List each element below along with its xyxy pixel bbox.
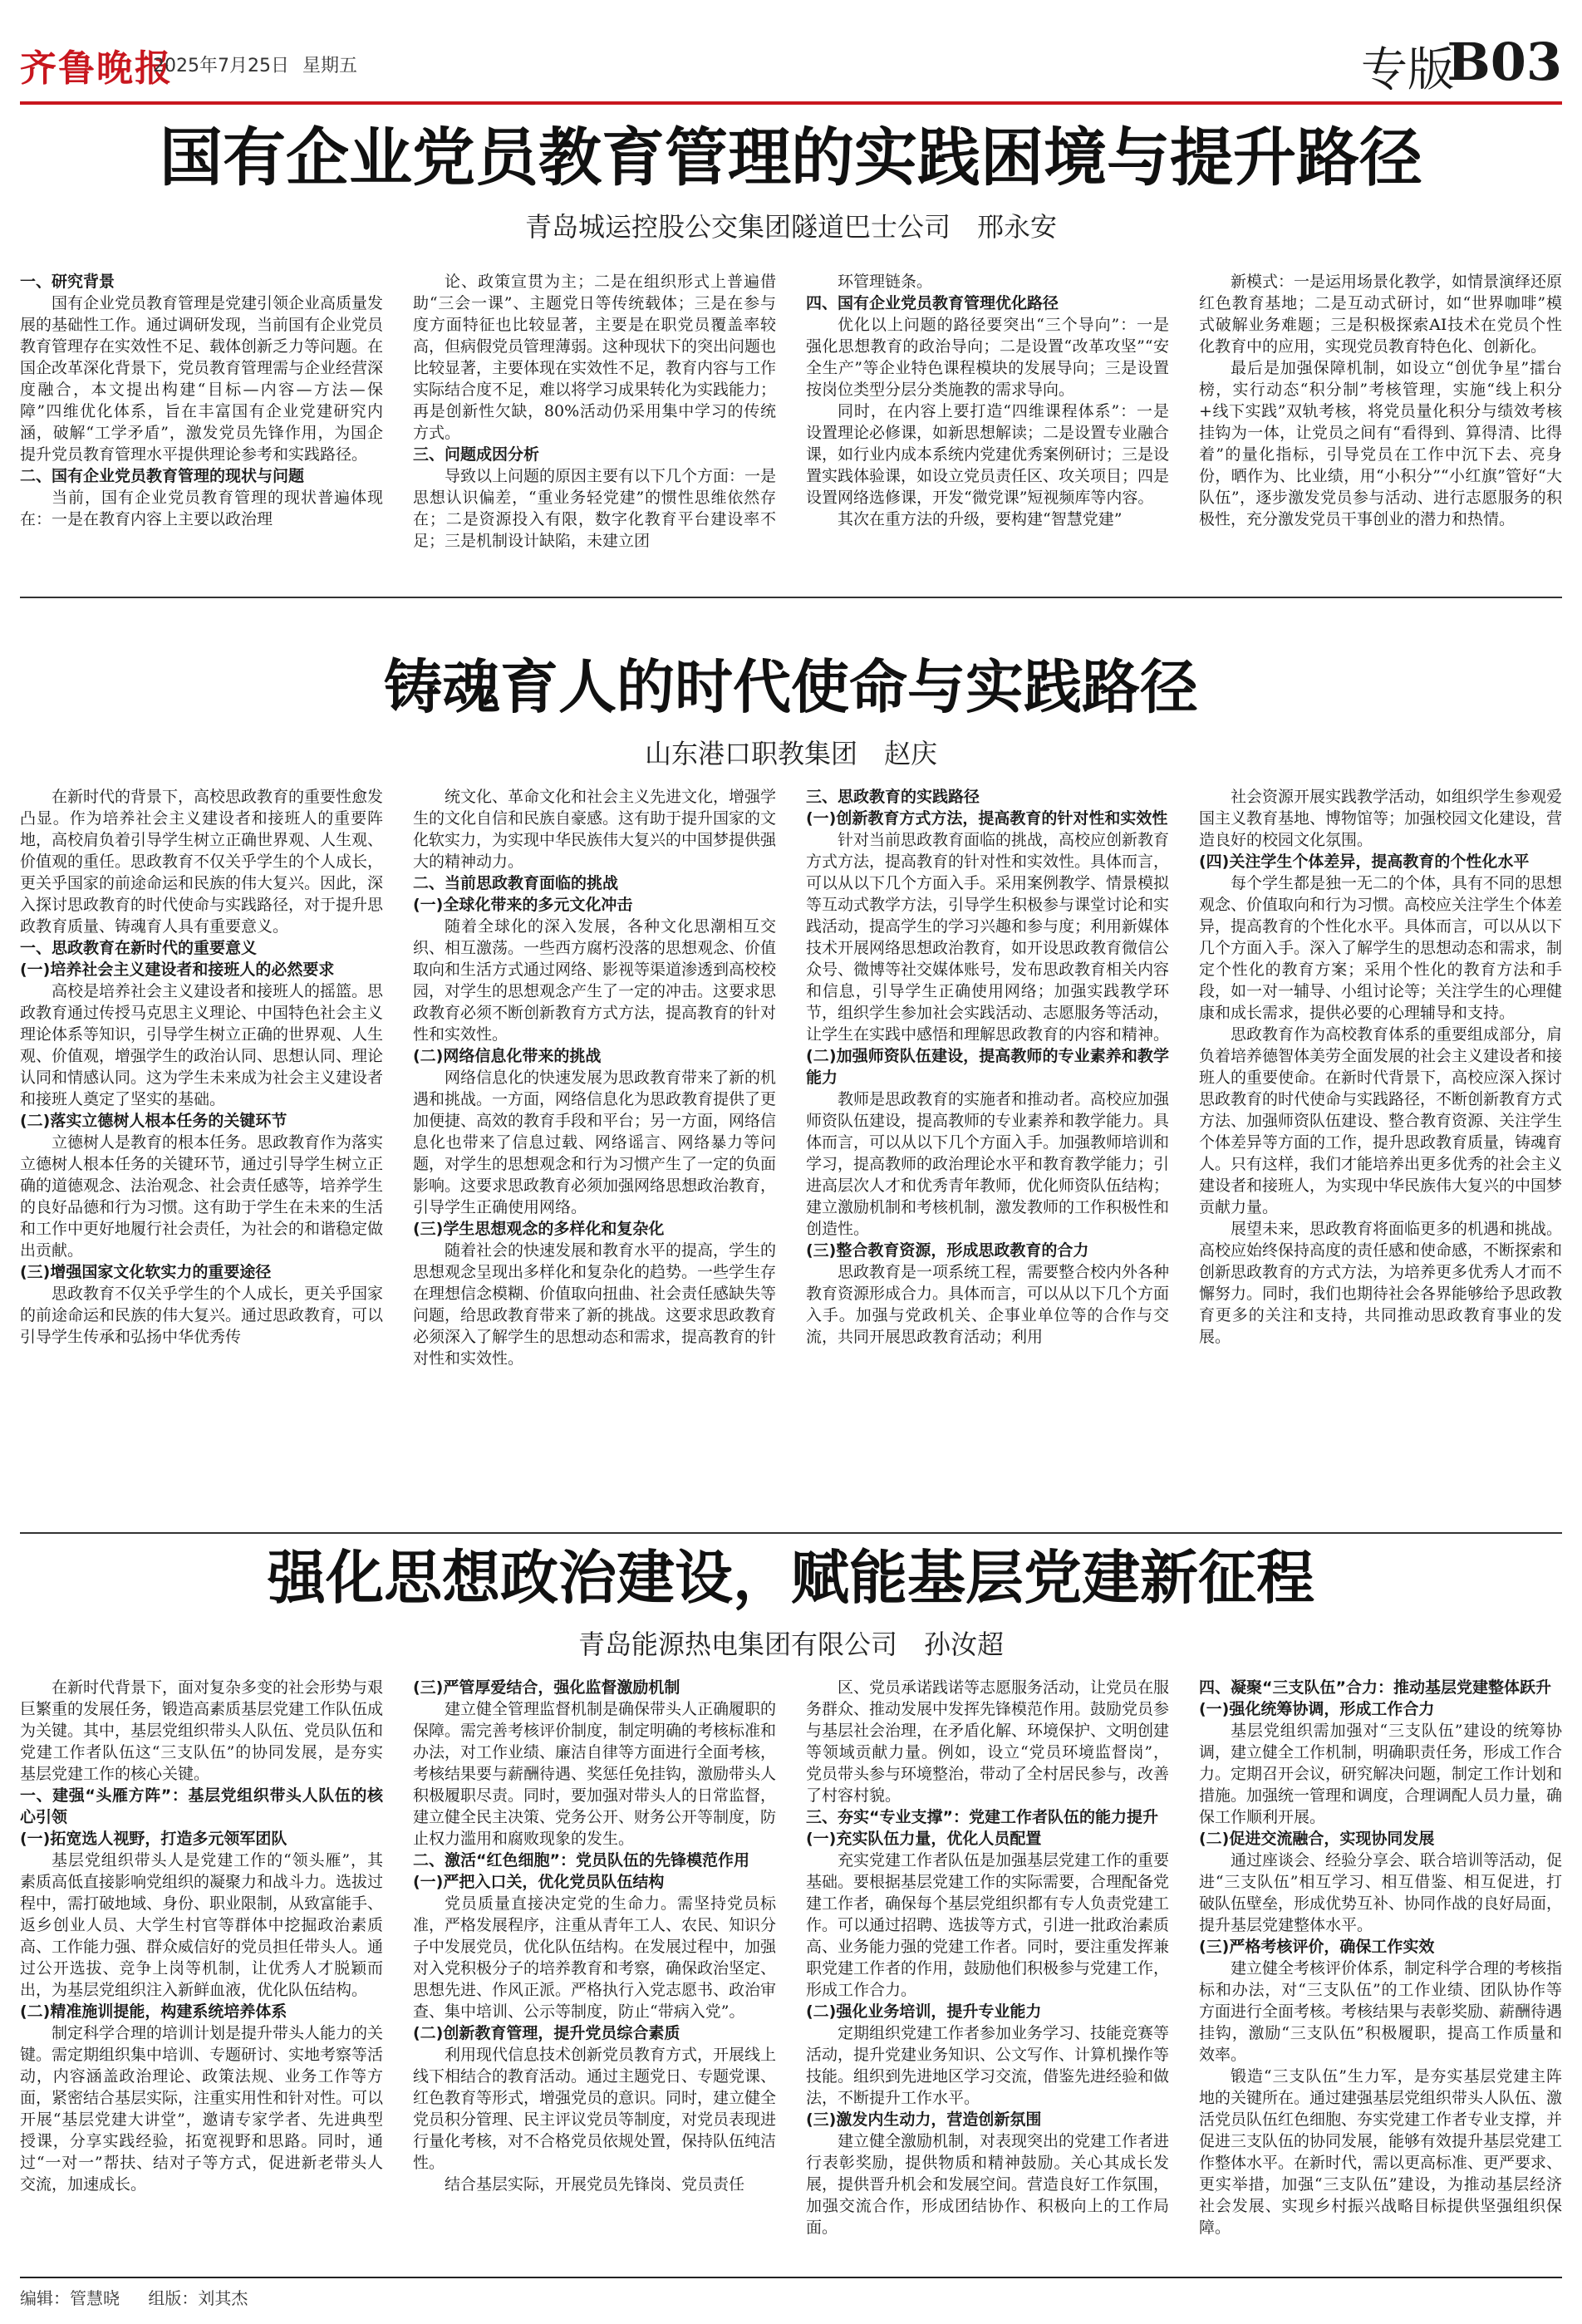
article-column	[1199, 786, 1562, 1521]
issue-weekday: 星期五	[302, 56, 358, 76]
article-3	[20, 1539, 1562, 2270]
body-paragraph: 思政教育是一项系统工程，需要整合校内外各种教育资源形成合力。具体而言，可以从以下几个方面入手。加强与党政机关、企事业单位等的合作与交流，共同开展思政教育活动；利用	[806, 1263, 1169, 1346]
article-column	[413, 271, 776, 582]
section-heading: 二、国有企业党员教育管理的现状与问题	[20, 467, 305, 485]
issue-date: 2025年7月25日	[153, 56, 289, 76]
section-heading: (一)强化统筹协调，形成工作合力	[1199, 1700, 1435, 1718]
section-heading: 一、研究背景	[20, 273, 115, 291]
masthead-rule	[20, 101, 1562, 105]
section-heading: 一、建强“头雁方阵”：基层党组织带头人队伍的核心引领	[20, 1786, 383, 1826]
section-heading: (二)加强师资队伍建设，提高教师的专业素养和教学能力	[806, 1047, 1169, 1087]
body-paragraph: 当前，国有企业党员教育管理的现状普遍体现在：一是在教育内容上主要以政治理	[20, 489, 383, 528]
article-body	[20, 786, 1562, 1521]
body-paragraph: 定期组织党建工作者参加业务学习、技能竞赛等活动，提升党建业务知识、公文写作、计算机操作等技能。组织到先进地区学习交流，借鉴先进经验和做法，不断提升工作水平。	[806, 2024, 1169, 2107]
article-byline: 山东港口职教集团 赵庆	[644, 738, 937, 769]
body-paragraph: 论、政策宣贯为主；二是在组织形式上普遍借助“三会一课”、主题党日等传统载体；三是在参与度方面特征也比较显著，主要是在职党员覆盖率较高，但病假党员管理薄弱。这种现状下的突出问题也比较显著，主要体现在实效性不足，教育内容与工作实际结合度不足，难以将学习成果转化为实践能力；再是创新性欠缺，80%活动仍采用集中学习的传统方式。	[413, 273, 776, 442]
section-heading: (一)拓宽选人视野，打造多元领军团队	[20, 1830, 287, 1848]
section-heading: 四、凝聚“三支队伍”合力：推动基层党建整体跃升	[1199, 1678, 1551, 1697]
body-paragraph: 环管理链条。	[838, 273, 933, 291]
editor-credit: 编辑：管慧晓	[20, 2288, 120, 2308]
section-label: 专版	[1361, 43, 1454, 97]
body-paragraph: 建立健全激励机制，对表现突出的党建工作者进行表彰奖励，提供物质和精神鼓励。关心其成长发展，提供晋升机会和发展空间。营造良好工作氛围，加强交流合作，形成团结协作、积极向上的工作局面。	[806, 2132, 1169, 2237]
body-paragraph: 立德树人是教育的根本任务。思政教育作为落实立德树人根本任务的关键环节，通过引导学生树立正确的道德观念、法治观念、社会责任感等，培养学生的良好品德和行为习惯。这有助于学生在未来的生活和工作中更好地履行社会责任，为社会的和谐稳定做出贡献。	[20, 1133, 383, 1260]
body-paragraph: 随着社会的快速发展和教育水平的提高，学生的思想观念呈现出多样化和复杂化的趋势。一些学生存在理想信念模糊、价值取向扭曲、社会责任感缺失等问题，给思政教育带来了新的挑战。这要求思政教育必须深入了解学生的思想动态和需求，提高教育的针对性和实效性。	[413, 1241, 776, 1368]
body-paragraph: 教师是思政教育的实施者和推动者。高校应加强师资队伍建设，提高教师的专业素养和教学能力。具体而言，可以从以下几个方面入手。加强教师培训和学习，提高教师的政治理论水平和教育教学能力；引进高层次人才和优秀青年教师，优化师资队伍结构；建立激励机制和考核机制，激发教师的工作积极性和创造性。	[806, 1090, 1169, 1238]
section-heading: (三)整合教育资源，形成思政教育的合力	[806, 1241, 1089, 1260]
body-paragraph: 锻造“三支队伍”生力军，是夯实基层党建主阵地的关键所在。通过建强基层党组织带头人队伍、激活党员队伍红色细胞、夯实党建工作者专业支撑，并促进三支队伍的协同发展，能够有效提升基层党建工作整体水平。在新时代，需以更高标准、更严要求、更实举措，加强“三支队伍”建设，为推动基层经济社会发展、实现乡村振兴战略目标提供坚强组织保障。	[1199, 2067, 1562, 2237]
article-2	[20, 648, 1562, 1521]
section-heading: 四、国有企业党员教育管理优化路径	[806, 294, 1059, 312]
section-heading: 一、思政教育在新时代的重要意义	[20, 939, 258, 957]
section-heading: (二)网络信息化带来的挑战	[413, 1047, 602, 1065]
article-column	[20, 786, 383, 1521]
article-column	[413, 786, 776, 1521]
section-heading: 二、激活“红色细胞”：党员队伍的先锋模范作用	[413, 1851, 749, 1870]
body-paragraph: 高校是培养社会主义建设者和接班人的摇篮。思政教育通过传授马克思主义理论、中国特色社会主义理论体系等知识，引导学生树立正确的世界观、人生观、价值观，增强学生的政治认同、思想认同、理论认同和情感认同。这为学生未来成为社会主义建设者和接班人奠定了坚实的基础。	[20, 982, 383, 1108]
article-column	[1199, 1677, 1562, 2270]
page-footer	[20, 2285, 271, 2309]
body-paragraph: 每个学生都是独一无二的个体，具有不同的思想观念、价值取向和行为习惯。高校应关注学生个体差异，提高教育的个性化水平。具体而言，可以从以下几个方面入手。深入了解学生的思想动态和需求，制定个性化的教育方案；采用个性化的教育方法和手段，如一对一辅导、小组讨论等；关注学生的心理健康和成长需求，提供必要的心理辅导和支持。	[1199, 874, 1562, 1022]
article-byline: 青岛能源热电集团有限公司 孙汝超	[577, 1629, 1004, 1660]
section-heading: (二)创新教育管理，提升党员综合素质	[413, 2024, 680, 2042]
layout-credit: 组版：刘其杰	[148, 2288, 248, 2308]
section-heading: (一)全球化带来的多元文化冲击	[413, 896, 633, 914]
body-paragraph: 思政教育不仅关乎学生的个人成长，更关乎国家的前途命运和民族的伟大复兴。通过思政教育，可以引导学生传承和弘扬中华优秀传	[20, 1285, 383, 1346]
body-paragraph: 优化以上问题的路径要突出“三个导向”：一是强化思想教育的政治导向；二是设置“改革攻坚”“安全生产”等企业特色课程模块的发展导向；三是设置按岗位类型分层分类施教的需求导向。	[806, 316, 1169, 399]
body-paragraph: 新模式：一是运用场景化教学，如情景演绎还原红色教育基地；二是互动式研讨，如“世界咖啡”模式破解业务难题；三是积极探索AI技术在党员个性化教育中的应用，实现党员教育特色化、创新化。	[1199, 273, 1562, 356]
body-paragraph: 针对当前思政教育面临的挑战，高校应创新教育方式方法，提高教育的针对性和实效性。具体而言，可以从以下几个方面入手。采用案例教学、情景模拟等互动式教学方法，引导学生积极参与课堂讨论和实践活动，提高学生的学习兴趣和参与度；利用新媒体技术开展网络思想政治教育，如开设思政教育微信公众号、微博等社交媒体账号，发布思政教育相关内容和信息，引导学生正确使用网络；加强实践教学环节，组织学生参加社会实践活动、志愿服务等活动，让学生在实践中感悟和理解思政教育的内容和精神。	[806, 831, 1169, 1044]
newspaper-logo: 齐鲁晚报	[20, 47, 173, 90]
body-paragraph: 网络信息化的快速发展为思政教育带来了新的机遇和挑战。一方面，网络信息化为思政教育提供了更加便捷、高效的教育手段和平台；另一方面，网络信息化也带来了信息过载、网络谣言、网络暴力等问题，对学生的思想观念和行为习惯产生了一定的负面影响。这要求思政教育必须加强网络思想政治教育，引导学生正确使用网络。	[413, 1069, 776, 1216]
body-paragraph: 建立健全考核评价体系，制定科学合理的考核指标和办法，对“三支队伍”的工作业绩、团队协作等方面进行全面考核。考核结果与表彰奖励、薪酬待遇挂钩，激励“三支队伍”积极履职，提高工作质量和效率。	[1199, 1959, 1562, 2064]
section-heading: 三、问题成因分析	[413, 445, 540, 464]
body-paragraph: 导致以上问题的原因主要有以下几个方面：一是思想认识偏差，“重业务轻党建”的惯性思维依然存在；二是资源投入有限，数字化教育平台建设率不足；三是机制设计缺陷，未建立团	[413, 467, 776, 550]
section-heading: (二)促进交流融合，实现协同发展	[1199, 1830, 1435, 1848]
section-heading: 三、思政教育的实践路径	[806, 788, 980, 806]
section-heading: 二、当前思政教育面临的挑战	[413, 874, 619, 892]
section-heading: (二)强化业务培训，提升专业能力	[806, 2002, 1042, 2021]
section-heading: (一)充实队伍力量，优化人员配置	[806, 1830, 1042, 1848]
body-paragraph: 区、党员承诺践诺等志愿服务活动，让党员在服务群众、推动发展中发挥先锋模范作用。鼓励党员参与基层社会治理，在矛盾化解、环境保护、文明创建等领域贡献力量。例如，设立“党员环境监督岗”，党员带头参与环境整治，带动了全村居民参与，改善了村容村貌。	[806, 1678, 1169, 1805]
body-paragraph: 其次在重方法的升级，要构建“智慧党建”	[838, 510, 1123, 528]
article-body	[20, 1677, 1562, 2270]
section-heading: (三)增强国家文化软实力的重要途径	[20, 1263, 272, 1281]
body-paragraph: 社会资源开展实践教学活动，如组织学生参观爱国主义教育基地、博物馆等；加强校园文化建设，营造良好的校园文化氛围。	[1199, 788, 1562, 849]
body-paragraph: 利用现代信息技术创新党员教育方式，开展线上线下相结合的教育活动。通过主题党日、专题党课、红色教育等形式，增强党员的意识。同时，建立健全党员积分管理、民主评议党员等制度，对党员表现进行量化考核，对不合格党员依规处置，保持队伍纯洁性。	[413, 2046, 776, 2172]
body-paragraph: 基层党组织需加强对“三支队伍”建设的统筹协调，建立健全工作机制，明确职责任务，形成工作合力。定期召开会议，研究解决问题，制定工作计划和措施。加强统一管理和调度，合理调配人员力量，确保工作顺利开展。	[1199, 1722, 1562, 1826]
article-headline: 强化思想政治建设，赋能基层党建新征程	[268, 1543, 1314, 1612]
body-paragraph: 展望未来，思政教育将面临更多的机遇和挑战。高校应始终保持高度的责任感和使命感，不断探索和创新思政教育的方式方法，为培养更多优秀人才而不懈努力。同时，我们也期待社会各界能够给予思政教育更多的关注和支持，共同推动思政教育事业的发展。	[1199, 1220, 1562, 1346]
body-paragraph: 基层党组织带头人是党建工作的“领头雁”，其素质高低直接影响党组织的凝聚力和战斗力。选拔过程中，需打破地域、身份、职业限制，从致富能手、返乡创业人员、大学生村官等群体中挖掘政治素质高、工作能力强、群众威信好的党员担任带头人。通过公开选拔、竞争上岗等机制，让优秀人才脱颖而出，为基层党组织注入新鲜血液，优化队伍结构。	[20, 1851, 383, 1999]
section-heading: (一)严把入口关，优化党员队伍结构	[413, 1873, 665, 1891]
article-byline: 青岛城运控股公交集团隧道巴士公司 邢永安	[524, 211, 1057, 243]
body-paragraph: 建立健全管理监督机制是确保带头人正确履职的保障。需完善考核评价制度，制定明确的考核标准和办法，对工作业绩、廉洁自律等方面进行全面考核，考核结果要与薪酬待遇、奖惩任免挂钩，激励带头人积极履职尽责。同时，要加强对带头人的日常监督，建立健全民主决策、党务公开、财务公开等制度，防止权力滥用和腐败现象的发生。	[413, 1700, 776, 1848]
article-column	[413, 1677, 776, 2270]
page-number: B03	[1447, 32, 1562, 92]
article-separator	[20, 1532, 1562, 1534]
masthead	[20, 32, 1562, 98]
body-paragraph: 党员质量直接决定党的生命力。需坚持党员标准，严格发展程序，注重从青年工人、农民、知识分子中发展党员，优化队伍结构。在发展过程中，加强对入党积极分子的培养教育和考察，确保政治坚定、思想先进、作风正派。严格执行入党志愿书、政治审查、集中培训、公示等制度，防止“带病入党”。	[413, 1894, 776, 2021]
footer-rule	[20, 2277, 1562, 2278]
body-paragraph: 通过座谈会、经验分享会、联合培训等活动，促进“三支队伍”相互学习、相互借鉴、相互促进，打破队伍壁垒，形成优势互补、协同作战的良好局面，提升基层党建整体水平。	[1199, 1851, 1562, 1934]
section-heading: (三)严管厚爱结合，强化监督激励机制	[413, 1678, 680, 1697]
section-heading: (一)培养社会主义建设者和接班人的必然要求	[20, 961, 335, 979]
article-column	[806, 271, 1169, 582]
article-separator	[20, 597, 1562, 598]
body-paragraph: 制定科学合理的培训计划是提升带头人能力的关键。需定期组织集中培训、专题研讨、实地考察等活动，内容涵盖政治理论、政策法规、业务工作等方面，紧密结合基层实际，注重实用性和针对性。可以开展“基层党建大讲堂”，邀请专家学者、先进典型授课，分享实践经验，拓宽视野和思路。同时，通过“一对一”帮扶、结对子等方式，促进新老带头人交流，加速成长。	[20, 2024, 383, 2194]
article-1	[20, 116, 1562, 582]
body-paragraph: 国有企业党员教育管理是党建引领企业高质量发展的基础性工作。通过调研发现，当前国有企业党员教育管理存在实效性不足、载体创新乏力等问题。在国企改革深化背景下，党员教育管理需与企业经营深度融合，本文提出构建“目标—内容—方法—保障”四维优化体系，旨在丰富国有企业党建研究内涵，破解“工学矛盾”，激发党员先锋作用，为国企提升党员教育管理水平提供理论参考和实践路径。	[20, 294, 383, 464]
body-paragraph: 充实党建工作者队伍是加强基层党建工作的重要基础。要根据基层党建工作的实际需要，合理配备党建工作者，确保每个基层党组织都有专人负责党建工作。可以通过招聘、选拔等方式，引进一批政治素质高、业务能力强的党建工作者。同时，要注重发挥兼职党建工作者的作用，鼓励他们积极参与党建工作，形成工作合力。	[806, 1851, 1169, 1999]
body-paragraph: 结合基层实际，开展党员先锋岗、党员责任	[445, 2175, 745, 2194]
section-heading: (三)学生思想观念的多样化和复杂化	[413, 1220, 665, 1238]
article-body	[20, 271, 1562, 582]
article-column	[806, 1677, 1169, 2270]
body-paragraph: 最后是加强保障机制，如设立“创优争星”擂台榜，实行动态“积分制”考核管理，实施“线上积分+线下实践”双轨考核，将党员量化积分与绩效考核挂钩为一体，让党员之间有“看得到、算得清、比得着”的量化指标，引导党员在工作中沉下去、亮身份，晒作为、比业绩，用“小积分”“小红旗”管好“大队伍”，逐步激发党员参与活动、进行志愿服务的积极性，充分激发党员干事创业的潜力和热情。	[1199, 359, 1562, 528]
section-heading: (二)落实立德树人根本任务的关键环节	[20, 1112, 287, 1130]
section-heading: (一)创新教育方式方法，提高教育的针对性和实效性	[806, 809, 1168, 828]
article-column	[20, 271, 383, 582]
article-headline: 国有企业党员教育管理的实践困境与提升路径	[160, 120, 1422, 194]
article-column	[1199, 271, 1562, 582]
section-heading: (二)精准施训提能，构建系统培养体系	[20, 2002, 287, 2021]
body-paragraph: 同时，在内容上要打造“四维课程体系”：一是设置理论必修课，如新思想解读；二是设置专业融合课，如行业内成本系统内党建优秀案例研讨；三是设置实践体验课，如设立党员责任区、攻关项目；四是设置网络选修课，开发“微党课”短视频库等内容。	[806, 402, 1169, 507]
body-paragraph: 统文化、革命文化和社会主义先进文化，增强学生的文化自信和民族自豪感。这有助于提升国家的文化软实力，为实现中华民族伟大复兴的中国梦提供强大的精神动力。	[413, 788, 776, 871]
body-paragraph: 随着全球化的深入发展，各种文化思潮相互交织、相互激荡。一些西方腐朽没落的思想观念、价值取向和生活方式通过网络、影视等渠道渗透到高校校园，对学生的思想观念产生了一定的冲击。这要求思政教育必须不断创新教育方式方法，提高教育的针对性和实效性。	[413, 917, 776, 1044]
section-heading: (三)严格考核评价，确保工作实效	[1199, 1938, 1435, 1956]
section-heading: (四)关注学生个体差异，提高教育的个性化水平	[1199, 852, 1530, 871]
body-paragraph: 在新时代的背景下，高校思政教育的重要性愈发凸显。作为培养社会主义建设者和接班人的重要阵地，高校肩负着引导学生树立正确世界观、人生观、价值观的重任。思政教育不仅关乎学生的个人成长，更关乎国家的前途命运和民族的伟大复兴。因此，深入探讨思政教育的时代使命与实践路径，对于提升思政教育质量、铸魂育人具有重要意义。	[20, 788, 383, 936]
body-paragraph: 在新时代背景下，面对复杂多变的社会形势与艰巨繁重的发展任务，锻造高素质基层党建工作队伍成为关键。其中，基层党组织带头人队伍、党员队伍和党建工作者队伍这“三支队伍”的协同发展，是夯实基层党建工作的核心关键。	[20, 1678, 383, 1783]
article-column	[20, 1677, 383, 2270]
article-headline: 铸魂育人的时代使命与实践路径	[384, 652, 1198, 721]
body-paragraph: 思政教育作为高校教育体系的重要组成部分，肩负着培养德智体美劳全面发展的社会主义建设者和接班人的重要使命。在新时代背景下，高校应深入探讨思政教育的时代使命与实践路径，不断创新教育方式方法、加强师资队伍建设、整合教育资源、关注学生个体差异等方面的工作，提升思政教育质量，铸魂育人。只有这样，我们才能培养出更多优秀的社会主义建设者和接班人，为实现中华民族伟大复兴的中国梦贡献力量。	[1199, 1025, 1562, 1216]
article-column	[806, 786, 1169, 1521]
section-heading: (三)激发内生动力，营造创新氛围	[806, 2110, 1042, 2129]
section-heading: 三、夯实“专业支撑”：党建工作者队伍的能力提升	[806, 1808, 1158, 1826]
